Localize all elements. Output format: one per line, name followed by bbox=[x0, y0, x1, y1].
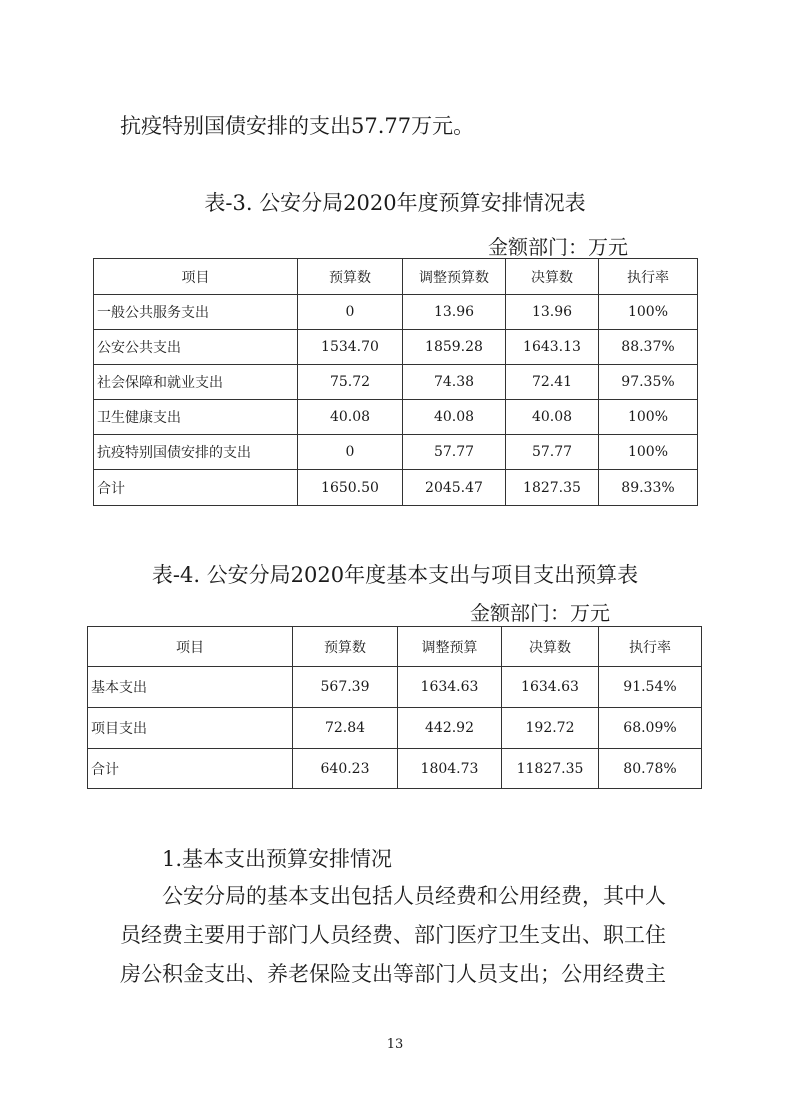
table4-header-budget: 预算数 bbox=[293, 627, 398, 667]
table3-header-row bbox=[94, 259, 698, 295]
table3-title: 表-3. 公安分局2020年度预算安排情况表 bbox=[204, 191, 586, 215]
table3-unit: 金额部门：万元 bbox=[488, 235, 628, 259]
row-label: 公安公共支出 bbox=[94, 330, 298, 365]
cell-rate: 100% bbox=[599, 295, 698, 330]
cell-adjusted: 2045.47 bbox=[403, 470, 506, 506]
cell-rate: 97.35% bbox=[599, 365, 698, 400]
table-row-total bbox=[94, 470, 698, 506]
cell-rate: 88.37% bbox=[599, 330, 698, 365]
table3-header-adjusted: 调整预算数 bbox=[403, 259, 506, 295]
section-heading: 1.基本支出预算安排情况 bbox=[162, 847, 393, 871]
table4-header-rate: 执行率 bbox=[599, 627, 702, 667]
cell-final: 1634.63 bbox=[502, 667, 599, 708]
table-row bbox=[94, 400, 698, 435]
cell-final: 13.96 bbox=[506, 295, 599, 330]
table-row bbox=[88, 667, 702, 708]
cell-budget: 567.39 bbox=[293, 667, 398, 708]
cell-budget: 72.84 bbox=[293, 708, 398, 749]
cell-budget: 0 bbox=[298, 295, 403, 330]
row-label: 抗疫特别国债安排的支出 bbox=[94, 435, 298, 470]
table3-header-item: 项目 bbox=[94, 259, 298, 295]
intro-line: 抗疫特别国债安排的支出57.77万元。 bbox=[120, 114, 475, 138]
page-number: 13 bbox=[386, 1037, 404, 1052]
table-row bbox=[94, 295, 698, 330]
cell-final: 192.72 bbox=[502, 708, 599, 749]
cell-adjusted: 1634.63 bbox=[398, 667, 502, 708]
table-row bbox=[94, 435, 698, 470]
row-label: 合计 bbox=[88, 749, 293, 789]
cell-budget: 75.72 bbox=[298, 365, 403, 400]
cell-budget: 1534.70 bbox=[298, 330, 403, 365]
cell-budget: 640.23 bbox=[293, 749, 398, 789]
cell-final: 57.77 bbox=[506, 435, 599, 470]
cell-rate: 68.09% bbox=[599, 708, 702, 749]
table4-header-row bbox=[88, 627, 702, 667]
table3-header-final: 决算数 bbox=[506, 259, 599, 295]
cell-rate: 89.33% bbox=[599, 470, 698, 506]
row-label: 社会保障和就业支出 bbox=[94, 365, 298, 400]
table4-unit: 金额部门：万元 bbox=[470, 601, 610, 625]
table4-header-adjusted: 调整预算 bbox=[398, 627, 502, 667]
cell-final: 1643.13 bbox=[506, 330, 599, 365]
table3-header-budget: 预算数 bbox=[298, 259, 403, 295]
paragraph-line: 员经费主要用于部门人员经费、部门医疗卫生支出、职工住 bbox=[120, 923, 666, 947]
table4-title: 表-4. 公安分局2020年度基本支出与项目支出预算表 bbox=[151, 563, 639, 587]
table-row bbox=[94, 365, 698, 400]
cell-budget: 1650.50 bbox=[298, 470, 403, 506]
row-label: 合计 bbox=[94, 470, 298, 506]
table4-header-item: 项目 bbox=[88, 627, 293, 667]
cell-final: 11827.35 bbox=[502, 749, 599, 789]
cell-adjusted: 40.08 bbox=[403, 400, 506, 435]
cell-final: 72.41 bbox=[506, 365, 599, 400]
table-row bbox=[94, 330, 698, 365]
cell-rate: 100% bbox=[599, 435, 698, 470]
cell-adjusted: 74.38 bbox=[403, 365, 506, 400]
cell-final: 1827.35 bbox=[506, 470, 599, 506]
paragraph-line: 公安分局的基本支出包括人员经费和公用经费，其中人 bbox=[162, 884, 666, 908]
cell-adjusted: 13.96 bbox=[403, 295, 506, 330]
table-row bbox=[88, 708, 702, 749]
row-label: 基本支出 bbox=[88, 667, 293, 708]
table3-header-rate: 执行率 bbox=[599, 259, 698, 295]
row-label: 项目支出 bbox=[88, 708, 293, 749]
table4 bbox=[87, 626, 702, 789]
paragraph-line: 房公积金支出、养老保险支出等部门人员支出；公用经费主 bbox=[120, 962, 666, 986]
cell-rate: 91.54% bbox=[599, 667, 702, 708]
table4-header-final: 决算数 bbox=[502, 627, 599, 667]
cell-budget: 40.08 bbox=[298, 400, 403, 435]
table3 bbox=[93, 258, 698, 506]
cell-adjusted: 57.77 bbox=[403, 435, 506, 470]
cell-budget: 0 bbox=[298, 435, 403, 470]
cell-adjusted: 442.92 bbox=[398, 708, 502, 749]
cell-adjusted: 1804.73 bbox=[398, 749, 502, 789]
cell-adjusted: 1859.28 bbox=[403, 330, 506, 365]
cell-rate: 80.78% bbox=[599, 749, 702, 789]
row-label: 一般公共服务支出 bbox=[94, 295, 298, 330]
row-label: 卫生健康支出 bbox=[94, 400, 298, 435]
table-row-total bbox=[88, 749, 702, 789]
cell-rate: 100% bbox=[599, 400, 698, 435]
cell-final: 40.08 bbox=[506, 400, 599, 435]
